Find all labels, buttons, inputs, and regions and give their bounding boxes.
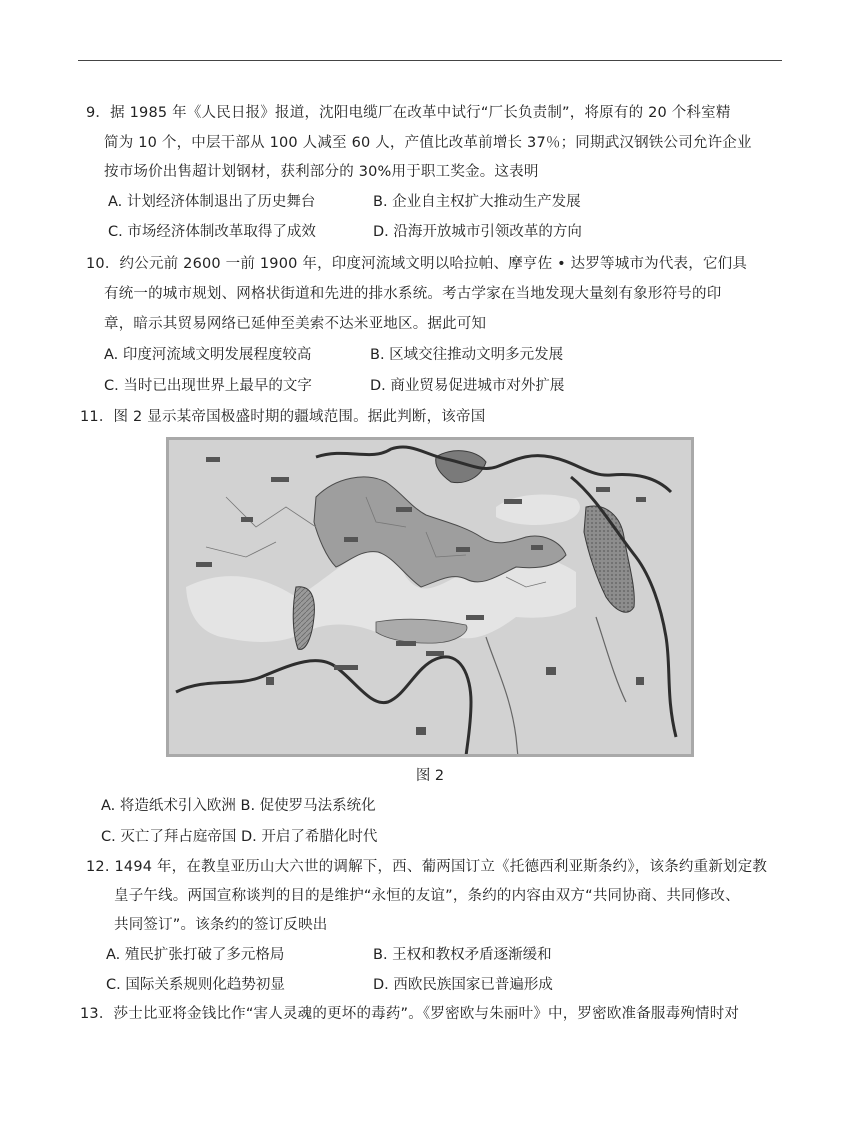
q9-option-c[interactable]: C. 市场经济体制改革取得了成效	[108, 224, 316, 240]
q12-option-b[interactable]: B. 王权和教权矛盾逐渐缓和	[373, 947, 552, 963]
q11-options-cd[interactable]: C. 灭亡了拜占庭帝国 D. 开启了希腊化时代	[101, 829, 378, 845]
q10-stem-line-1: 10．约公元前 2600 一前 1900 年，印度河流域文明以哈拉帕、摩亨佐 • 达罗等城市为代表，它们具	[86, 256, 748, 272]
q10-option-d[interactable]: D. 商业贸易促进城市对外扩展	[370, 378, 565, 394]
q9-stem-line-3: 按市场价出售超计划钢材，获利部分的 30%用于职工奖金。这表明	[104, 164, 539, 180]
q10-option-b[interactable]: B. 区域交往推动文明多元发展	[370, 347, 564, 363]
q10-stem-line-2: 有统一的城市规划、网格状街道和先进的排水系统。考古学家在当地发现大量刻有象形符号的印	[104, 286, 722, 302]
q10-option-c[interactable]: C. 当时已出现世界上最早的文字	[104, 378, 312, 394]
q9-stem-line-1: 9．据 1985 年《人民日报》报道，沈阳电缆厂在改革中试行“厂长负责制”，将原有的 20 个科室精	[86, 105, 731, 121]
empire-map-drawing	[166, 437, 694, 757]
q12-option-d[interactable]: D. 西欧民族国家已普遍形成	[373, 977, 553, 993]
header-rule	[78, 60, 782, 61]
empire-map-figure	[166, 437, 694, 757]
q11-options-ab[interactable]: A. 将造纸术引入欧洲 B. 促使罗马法系统化	[101, 798, 376, 814]
q12-option-a[interactable]: A. 殖民扩张打破了多元格局	[106, 947, 285, 963]
q12-stem-line-2: 皇子午线。两国宣称谈判的目的是维护“永恒的友谊”，条约的内容由双方“共同协商、共同修改、	[114, 888, 740, 904]
q11-stem-line-1: 11．图 2 显示某帝国极盛时期的疆域范围。据此判断，该帝国	[80, 409, 486, 425]
q9-stem-line-2: 简为 10 个，中层干部从 100 人减至 60 人，产值比改革前增长 37％；同期武汉钢铁公司允许企业	[104, 135, 752, 151]
figure-caption: 图 2	[415, 768, 445, 784]
q9-option-d[interactable]: D. 沿海开放城市引领改革的方向	[373, 224, 582, 240]
q12-stem-line-1: 12. 1494 年，在教皇亚历山大六世的调解下，西、葡两国订立《托德西利亚斯条约》，该条约重新划定教	[86, 859, 768, 875]
q9-option-b[interactable]: B. 企业自主权扩大推动生产发展	[373, 194, 581, 210]
q9-option-a[interactable]: A. 计划经济体制退出了历史舞台	[108, 194, 316, 210]
q10-stem-line-3: 章，暗示其贸易网络已延伸至美索不达米亚地区。据此可知	[104, 316, 487, 332]
q13-stem-line-1: 13．莎士比亚将金钱比作“害人灵魂的更坏的毒药”。《罗密欧与朱丽叶》中，罗密欧准备服毒殉情时对	[80, 1006, 740, 1022]
q10-option-a[interactable]: A. 印度河流域文明发展程度较高	[104, 347, 312, 363]
q12-option-c[interactable]: C. 国际关系规则化趋势初显	[106, 977, 285, 993]
q12-stem-line-3: 共同签订”。该条约的签订反映出	[114, 917, 328, 933]
